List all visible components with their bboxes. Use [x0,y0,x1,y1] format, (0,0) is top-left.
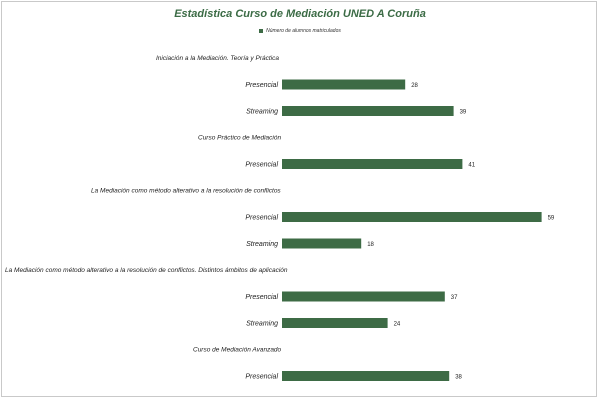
data-label: 59 [547,215,555,222]
bar [282,106,454,116]
data-label: 18 [367,242,374,248]
category-label: Curso de Mediación Avanzado [193,346,282,354]
row-label: Streaming [246,320,278,328]
category-label: La Mediación como método alterativo a la resolución de conflictos [91,187,281,195]
row-label: Presencial [245,294,278,301]
category-label: Iniciación a la Mediación. Teoría y Práctica [156,55,279,62]
data-label: 41 [468,162,476,169]
row-label: Streaming [246,241,278,248]
data-label: 39 [459,109,467,116]
row-label: Presencial [245,161,278,169]
data-label: 24 [393,321,401,328]
bar [282,239,361,249]
bar [282,318,388,328]
bar [282,159,462,169]
category-label: La Mediación como método alterativo a la resolución de conflictos. Distintos ámbitos de aplicación [5,267,288,274]
row-label: Presencial [245,214,278,222]
bar [282,80,405,90]
data-label: 37 [450,295,458,301]
row-label: Presencial [245,373,278,381]
row-label: Presencial [245,82,278,89]
category-label: Curso Práctico de Mediación [198,134,282,142]
bar [282,371,449,381]
legend-label: Número de alumnos matriculados [266,28,341,34]
chart-title: Estadística Curso de Mediación UNED A Coruña [174,8,426,20]
bar [282,292,445,302]
bar [282,212,542,222]
data-label: 38 [455,374,462,381]
data-label: 28 [411,83,418,89]
row-label: Streaming [246,108,278,116]
